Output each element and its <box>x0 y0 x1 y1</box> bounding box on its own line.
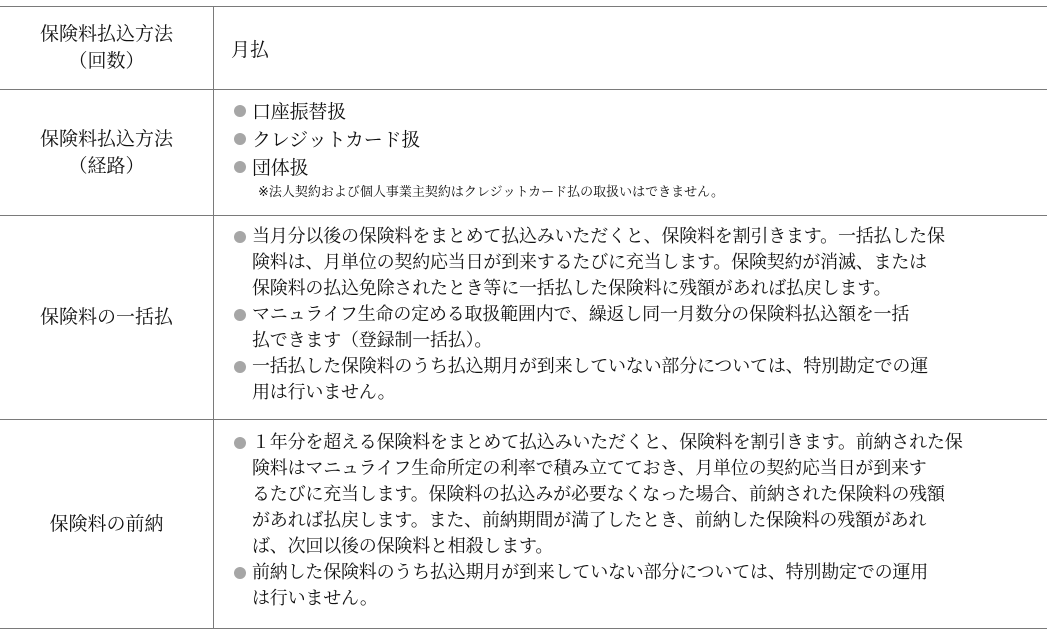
list-item: 団体扱 <box>234 154 1047 182</box>
row-content <box>214 7 1047 89</box>
row-header <box>0 90 214 215</box>
row-content <box>214 420 1047 628</box>
row-header-line: 保険料払込方法 <box>39 23 173 45</box>
bullet-icon <box>234 567 246 579</box>
row-header <box>0 7 214 89</box>
row-header-line: 保険料払込方法 <box>39 127 173 150</box>
table-row <box>0 89 1047 215</box>
list-item: マニュライフ生命の定める取扱範囲内で、繰返し同一月数分の保険料払込額を一括 払できます（登録制一括払）。 <box>234 302 1047 354</box>
row-content <box>214 216 1047 419</box>
bullet-icon <box>234 361 246 373</box>
row-header-line: （回数） <box>68 50 145 72</box>
payment-frequency-value: 月払 <box>231 38 270 61</box>
list-item: 一括払した保険料のうち払込期月が到来していない部分については、特別勘定での運 用は行いません。 <box>234 354 1047 406</box>
row-content <box>214 90 1047 215</box>
bullet-icon <box>234 231 246 243</box>
row-header-line: 保険料の前納 <box>49 512 164 535</box>
payment-route-list <box>234 98 1047 182</box>
list-item: 口座振替扱 <box>234 98 1047 126</box>
list-item: クレジットカード扱 <box>234 126 1047 154</box>
bullet-icon <box>234 133 246 145</box>
list-item: 当月分以後の保険料をまとめて払込みいただくと、保険料を割引きます。一括払した保 険料は、月単位の契約応当日が到来するたびに充当します。保険契約が消滅、または 保険料の払込免除されたとき等に一括払した保険料に残額があれば払戻します。 <box>234 224 1047 302</box>
table-row <box>0 6 1047 89</box>
lump-sum-list <box>234 224 1047 406</box>
bullet-icon <box>234 309 246 321</box>
row-header-line: （経路） <box>68 154 145 177</box>
premium-payment-table <box>0 6 1047 629</box>
table-row <box>0 419 1047 629</box>
list-item: １年分を超える保険料をまとめて払込みいただくと、保険料を割引きます。前納された保 険料はマニュライフ生命所定の利率で積み立てておき、月単位の契約応当日が到来す るたびに充当します。保険料の払込みが必要なくなった場合、前納された保険料の残額 があれば払戻します。また、前納期間が満了したとき、前納した保険料の残額があれ ば、次回以後の保険料と相殺します。 <box>234 430 1047 560</box>
bullet-icon <box>234 105 246 117</box>
list-item: 前納した保険料のうち払込期月が到来していない部分については、特別勘定での運用 は行いません。 <box>234 560 1047 612</box>
bullet-icon <box>234 437 246 449</box>
bullet-icon <box>234 161 246 173</box>
note-text: ※法人契約および個人事業主契約はクレジットカード払の取扱いはできません。 <box>258 185 724 200</box>
row-header-line: 保険料の一括払 <box>39 306 173 328</box>
table-row <box>0 215 1047 419</box>
row-header <box>0 216 214 419</box>
prepayment-list <box>234 430 1047 612</box>
row-header <box>0 420 214 628</box>
